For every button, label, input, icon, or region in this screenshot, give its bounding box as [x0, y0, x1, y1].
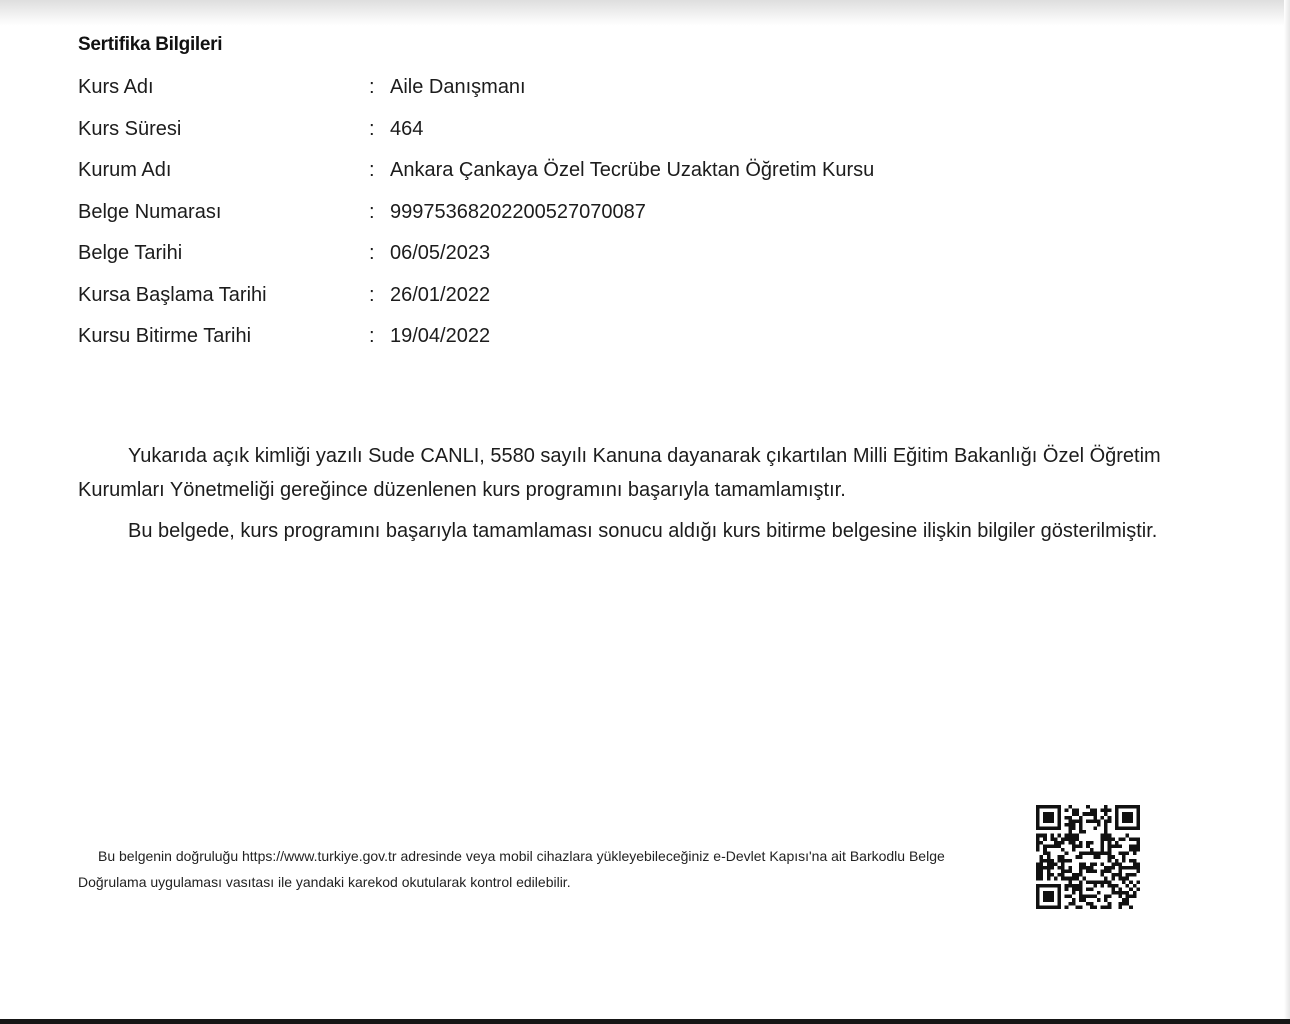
section-title: Sertifika Bilgileri — [78, 34, 223, 55]
institution-name-label: Kurum Adı — [78, 159, 172, 181]
document-number-value: 99975368202200527070087 — [390, 200, 646, 223]
verification-note: Bu belgenin doğruluğu https://www.turkiye.gov.tr adresinde veya mobil cihazlara yükleyebileceğiniz e-Devlet Kapısı'na ait Barkodlu Belge Doğrulama uygulaması vasıtası ile yandaki karekod okutularak kontrol edilebilir. — [78, 848, 945, 890]
separator: : — [369, 159, 375, 181]
separator: : — [369, 325, 375, 347]
course-duration-value: 464 — [390, 117, 424, 140]
qr-code-icon — [1036, 805, 1140, 909]
document-number-label: Belge Numarası — [78, 200, 222, 223]
document-date-value: 06/05/2023 — [390, 242, 491, 264]
top-shadow — [0, 0, 1290, 26]
institution-name-value: Ankara Çankaya Özel Tecrübe Uzaktan Öğretim Kursu — [390, 159, 875, 181]
bottom-edge — [0, 1019, 1290, 1024]
separator: : — [369, 283, 375, 306]
right-shadow — [1284, 0, 1290, 1024]
document-date-label: Belge Tarihi — [78, 242, 183, 264]
course-start-date-value: 26/01/2022 — [390, 283, 491, 306]
separator: : — [369, 76, 375, 98]
certificate-info-statement: Bu belgede, kurs programını başarıyla tamamlaması sonucu aldığı kurs bitirme belgesine ilişkin bilgiler gösterilmiştir. — [128, 520, 1158, 542]
course-duration-label: Kurs Süresi — [78, 117, 182, 140]
separator: : — [369, 242, 375, 264]
course-start-date-label: Kursa Başlama Tarihi — [78, 283, 267, 306]
course-name-value: Aile Danışmanı — [390, 76, 526, 98]
course-name-label: Kurs Adı — [78, 76, 154, 98]
separator: : — [369, 117, 375, 140]
course-end-date-value: 19/04/2022 — [390, 325, 491, 347]
separator: : — [369, 200, 375, 223]
course-end-date-label: Kursu Bitirme Tarihi — [78, 325, 252, 347]
completion-statement: Yukarıda açık kimliği yazılı Sude CANLI, 5580 sayılı Kanuna dayanarak çıkartılan Milli Eğitim Bakanlığı Özel Öğretim Kurumları Yönetmeliği gereğince düzenlenen kurs programını başarıyla tamamlamıştır. — [78, 445, 1161, 501]
